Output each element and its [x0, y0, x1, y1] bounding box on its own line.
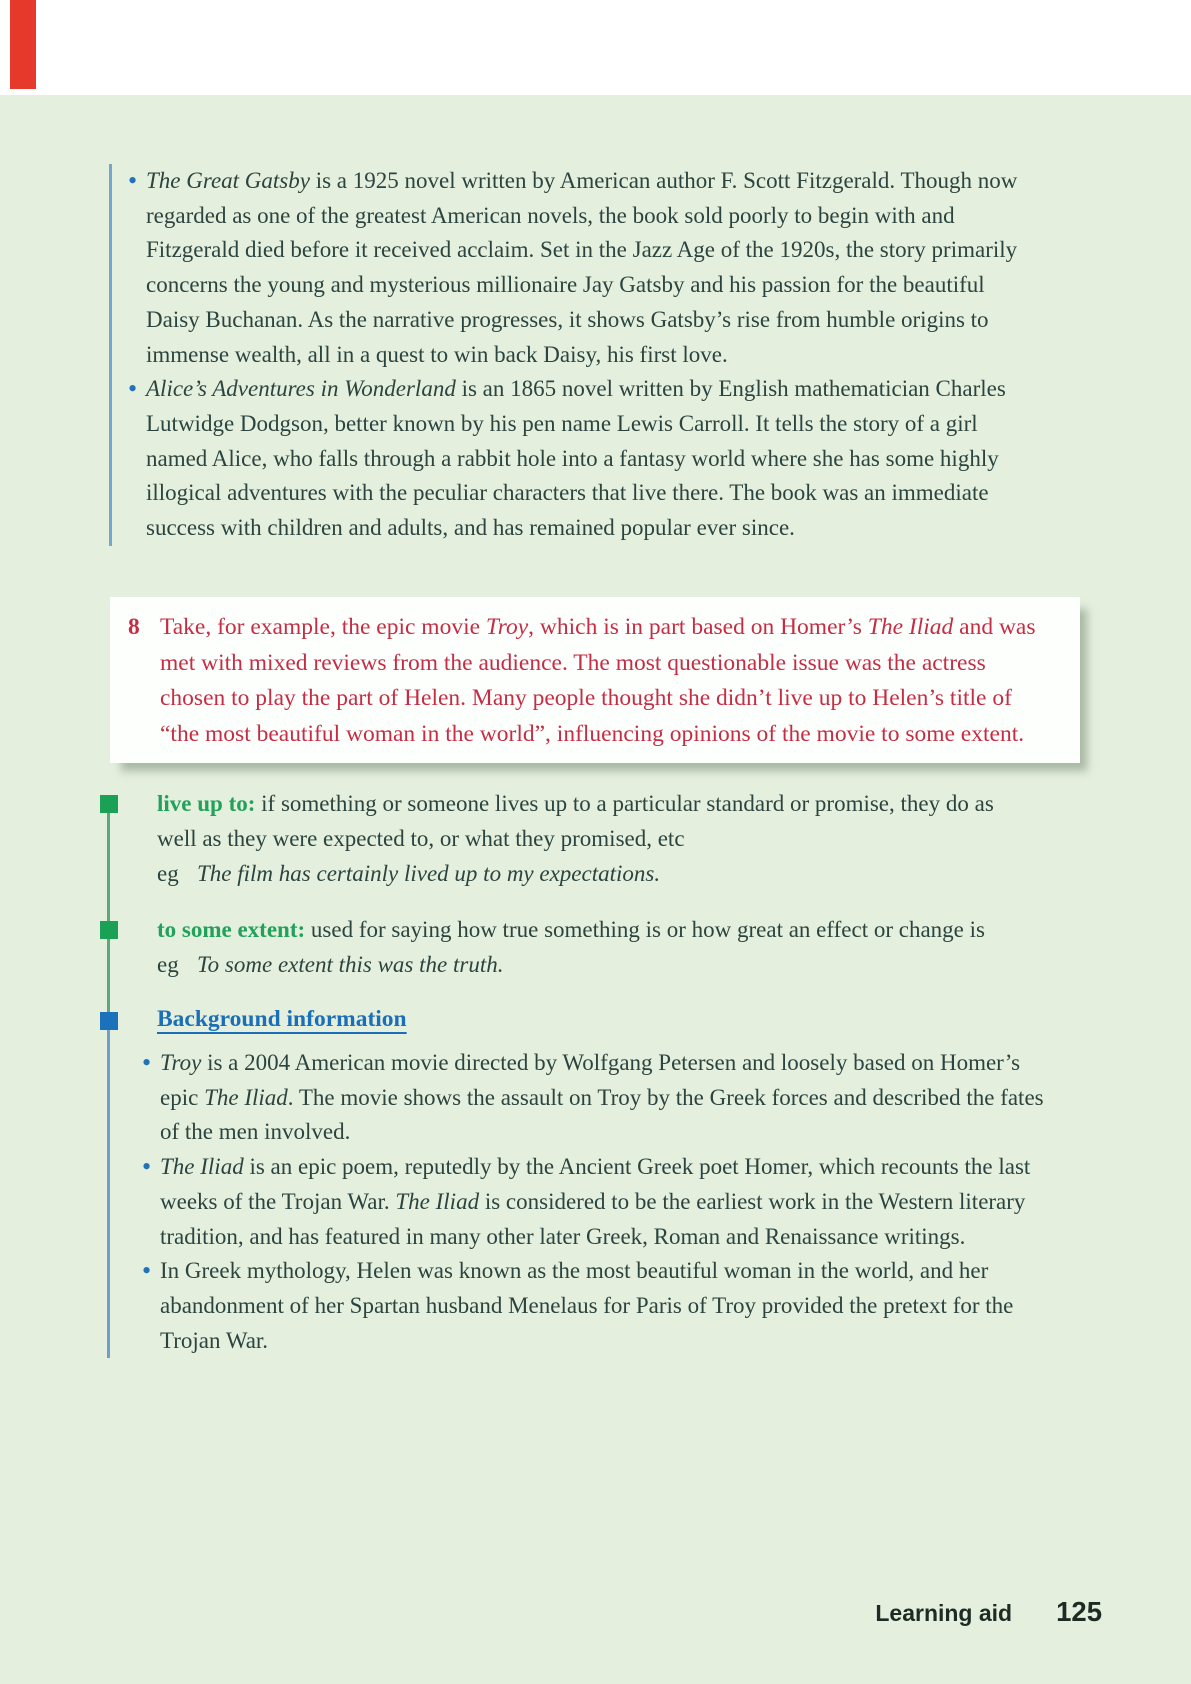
list-item-iliad-poem: • The Iliad is an epic poem, reputedly by the Ancient Greek poet Homer, which recounts the last weeks of the Trojan War. The Iliad is considered to be the earliest work in the Western literary tradition, and has featured in many other later Greek, Roman and Renaissance writings. [140, 1150, 1045, 1254]
background-information-heading: Background information [157, 1006, 407, 1032]
example-paragraph-text: Take, for example, the epic movie Troy, which is in part based on Homer’s The Iliad and was met with mixed reviews from the audience. The most questionable issue was the actress chosen to play the part of Helen. Many people thought she didn’t live up to Helen’s title of “the most beautiful woman in the world”, influencing opinions of the movie to some extent. [160, 614, 1036, 747]
vocab-definition [157, 912, 1030, 947]
red-accent-bar [10, 0, 36, 89]
info-connector-line [107, 1022, 110, 1358]
background-information-header [100, 1006, 900, 1033]
eg-label: eg [157, 861, 179, 886]
vocab-example-line [157, 947, 1030, 982]
example-sentence: To some extent this was the truth. [197, 952, 504, 977]
vocab-definition-text: if something or someone lives up to a particular standard or promise, they do as well as they were expected to, or what they promised, etc [157, 791, 994, 851]
footer-section-label: Learning aid [875, 1600, 1013, 1626]
background-information-list [140, 1046, 1045, 1358]
vocab-entry-live-up-to [100, 786, 1030, 891]
list-item-great-gatsby: • The Great Gatsby is a 1925 novel written by American author F. Scott Fitzgerald. Though now regarded as one of the greatest American novels, the book sold poorly to begin with and Fitzgerald died before it received acclaim. Set in the Jazz Age of the 1920s, the story primarily concerns the young and mysterious millionaire Jay Gatsby and his passion for the beautiful Daisy Buchanan. As the narrative progresses, it shows Gatsby’s rise from humble origins to immense wealth, all in a quest to win back Daisy, his first love. [126, 164, 1028, 372]
example-paragraph-box [110, 597, 1080, 763]
example-sentence: The film has certainly lived up to my expectations. [197, 861, 661, 886]
book-notes-section [109, 164, 1028, 546]
paragraph-number: 8 [128, 614, 140, 640]
eg-label: eg [157, 952, 179, 977]
vocab-definition-text: used for saying how true something is or how great an effect or change is [305, 917, 985, 942]
vocab-definition [157, 786, 1030, 856]
vocab-term: to some extent: [157, 917, 306, 942]
page-footer [875, 1596, 1102, 1628]
vocab-term: live up to: [157, 791, 256, 816]
vocab-example-line [157, 856, 1030, 891]
book-notes-list [126, 164, 1028, 546]
background-information-section [140, 1046, 1045, 1358]
page-number: 125 [1056, 1596, 1102, 1627]
vocab-entry-to-some-extent [100, 912, 1030, 982]
list-item-helen-mythology: • In Greek mythology, Helen was known as the most beautiful woman in the world, and her abandonment of her Spartan husband Menelaus for Paris of Troy provided the pretext for the Trojan War. [140, 1254, 1045, 1358]
list-item-troy-movie: • Troy is a 2004 American movie directed by Wolfgang Petersen and loosely based on Homer’s epic The Iliad. The movie shows the assault on Troy by the Greek forces and described the fates of the men involved. [140, 1046, 1045, 1150]
list-item-alice-wonderland: • Alice’s Adventures in Wonderland is an 1865 novel written by English mathematician Charles Lutwidge Dodgson, better known by his pen name Lewis Carroll. It tells the story of a girl named Alice, who falls through a rabbit hole into a fantasy world where she has some highly illogical adventures with the peculiar characters that live there. The book was an immediate success with children and adults, and has remained popular ever since. [126, 372, 1028, 546]
